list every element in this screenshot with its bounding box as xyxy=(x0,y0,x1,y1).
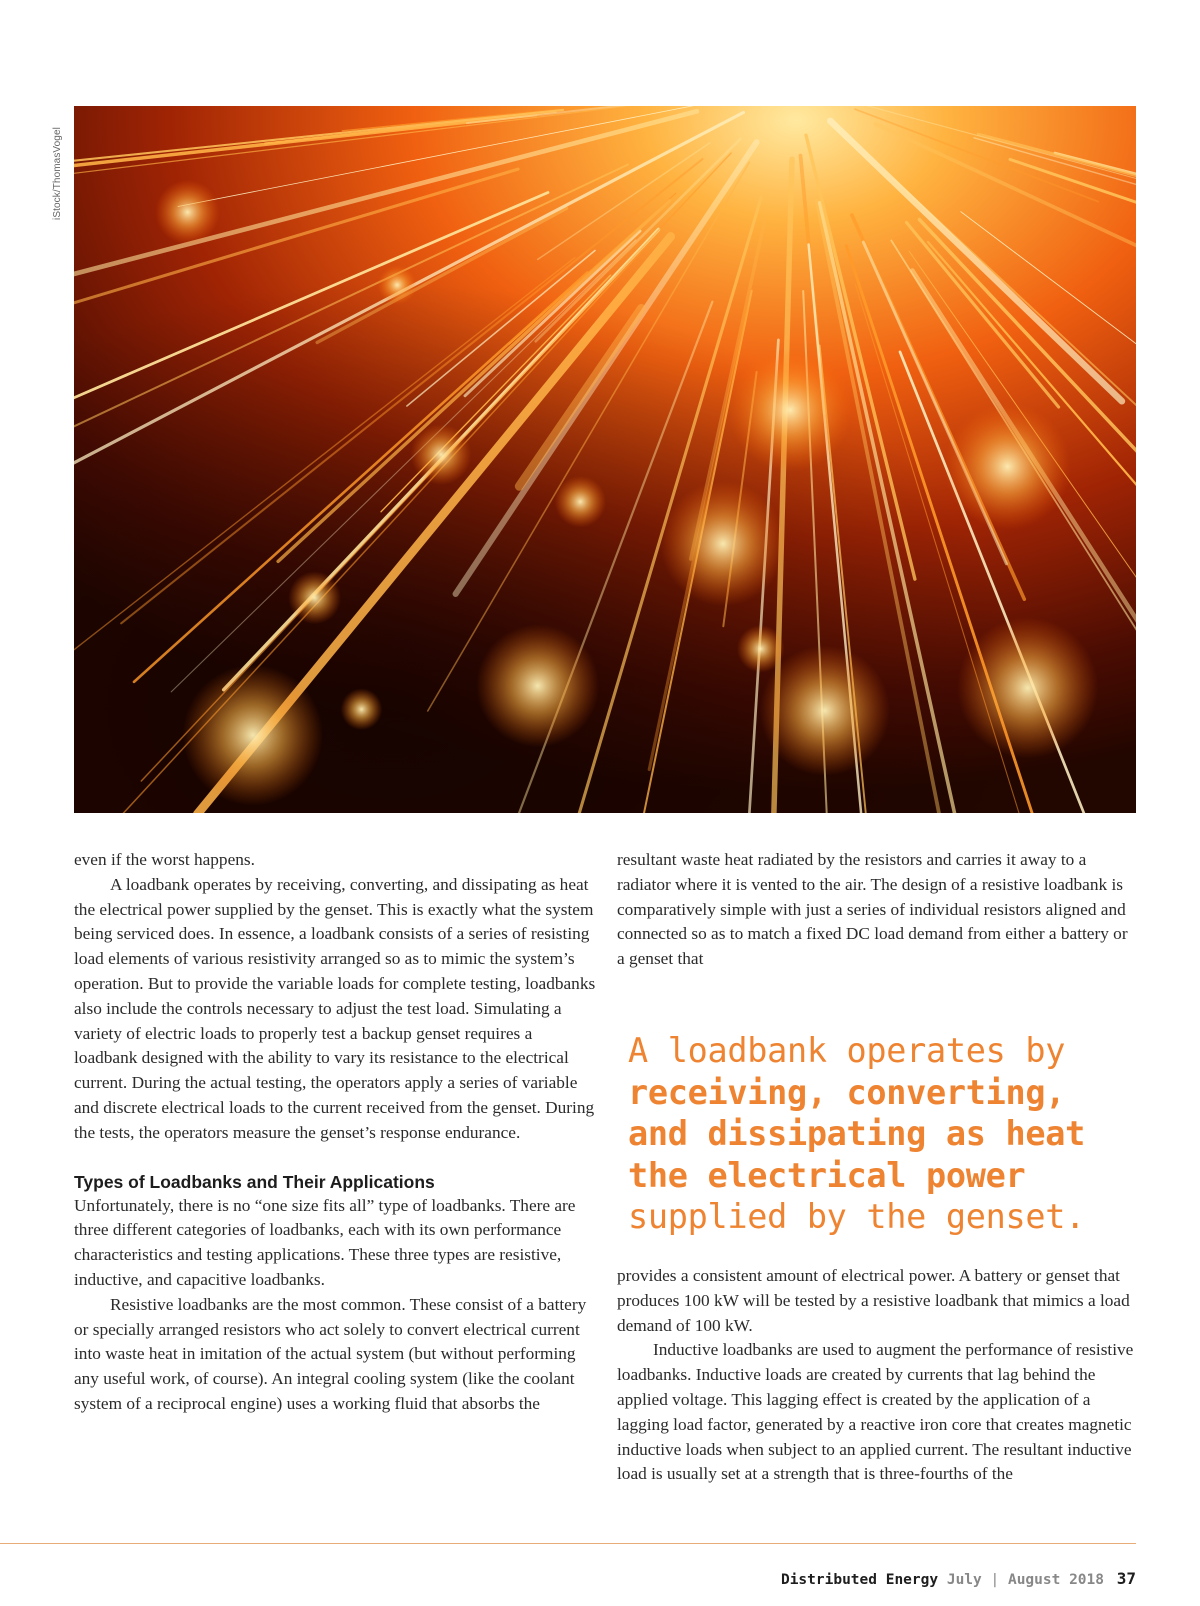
spark-glow xyxy=(729,348,852,471)
pull-quote-line: and dissipating as heat xyxy=(628,1114,1085,1153)
paragraph: Resistive loadbanks are the most common. These consist of a battery or specially arranged resistors who act solely to convert electrical current into waste heat in imitation of the actual system (but without performing any useful work, of course). An integral cooling system (like the coolant system of a reciprocal engine) uses a working fluid that absorbs the xyxy=(74,1294,587,1413)
issue-separator: | xyxy=(990,1572,1000,1588)
spark-glow xyxy=(476,624,599,747)
spark-glow xyxy=(760,646,890,776)
paragraph: A loadbank operates by receiving, converting, and dissipating as heat the electrical power supplied by the genset. This is exactly what the system being serviced does. In essence, a loadbank consists of a series of resisting load elements of various resistivity arranged so as to mimic the system’s operation. But to provide the variable loads for complete testing, loadbanks also include the controls necessary to adjust the test load. Simulating a variety of electric loads to properly test a backup genset requires a loadbank designed with the ability to vary its resistance to the electrical current. During the actual testing, the operators apply a series of variable and discrete electrical loads to the current received from the genset. During the tests, the operators measure the genset’s response endurance. xyxy=(74,874,596,1142)
paragraph: resultant waste heat radiated by the resistors and carries it away to a radiator where it is vented to the air. The design of a resistive loadbank is comparatively simple with just a series of individual resistors aligned and connected so as to match a fixed DC load demand from either a battery or a genset that xyxy=(617,850,1128,969)
spark-glow xyxy=(555,476,607,528)
spark-glow xyxy=(378,265,417,304)
paragraph: even if the worst happens. xyxy=(74,850,255,869)
pull-quote xyxy=(628,1030,1148,1238)
paragraph: provides a consistent amount of electrical power. A battery or genset that produces 100 kW will be tested by a resistive loadbank that mimics a load demand of 100 kW. xyxy=(617,1265,1130,1335)
paragraph: Inductive loadbanks are used to augment the performance of resistive loadbanks. Inductive loads are created by currents that lag behind the applied voltage. This lagging effect is created by the application of a lagging load factor, generated by a reactive iron core that creates magnetic inductive loads when subject to an applied current. The resultant inductive load is usually set at a strength that is three-fourths of the xyxy=(617,1340,1134,1484)
pull-quote-line: A loadbank operates by xyxy=(628,1031,1066,1070)
page-number: 37 xyxy=(1116,1569,1136,1588)
spark-glow xyxy=(341,688,383,730)
pull-quote-line: receiving, converting, xyxy=(628,1072,1066,1112)
spark-glow xyxy=(183,665,324,806)
spark-glow xyxy=(155,180,220,245)
issue-month: July xyxy=(946,1572,982,1588)
issue-date: August 2018 xyxy=(1007,1572,1104,1588)
pull-quote-line: the electrical power xyxy=(628,1155,1026,1195)
pull-quote-line: supplied by the genset. xyxy=(628,1197,1085,1236)
spark-glow xyxy=(660,481,785,606)
sparks-illustration xyxy=(74,106,1136,813)
footer-divider xyxy=(0,1543,1136,1544)
spark-glow xyxy=(411,424,472,485)
sparks-photo xyxy=(74,106,1136,813)
spark-glow xyxy=(737,625,785,673)
spark-glow xyxy=(957,617,1098,758)
photo-credit: iStock/ThomasVogel xyxy=(52,127,63,220)
page-footer xyxy=(781,1569,1136,1588)
spark-glow xyxy=(288,571,341,624)
left-column xyxy=(74,848,596,1417)
spark-glow xyxy=(944,403,1071,530)
section-heading: Types of Loadbanks and Their Applications xyxy=(74,1171,435,1192)
magazine-name: Distributed Energy xyxy=(780,1572,939,1588)
paragraph: Unfortunately, there is no “one size fits all” type of loadbanks. There are three different categories of loadbanks, each with its own performance characteristics and testing applications. These three types are resistive, inductive, and capacitive loadbanks. xyxy=(74,1195,576,1289)
